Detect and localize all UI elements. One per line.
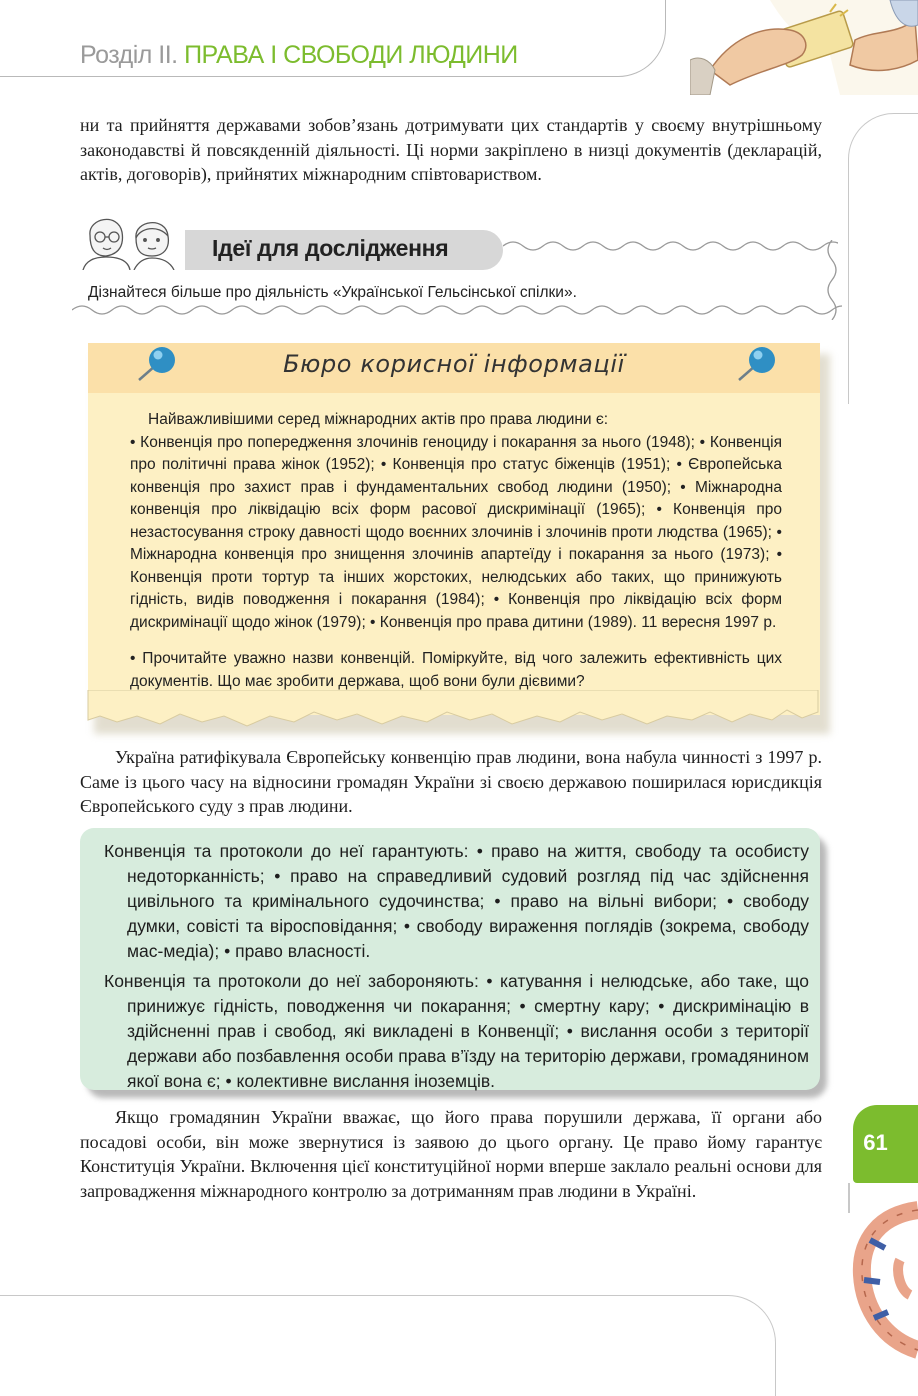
handshake-illustration bbox=[690, 0, 918, 95]
ratification-paragraph bbox=[80, 745, 822, 819]
wavy-border bbox=[72, 300, 842, 320]
hands-circle-illustration bbox=[840, 1200, 918, 1360]
info-box-body bbox=[130, 409, 782, 693]
margin-rule bbox=[848, 113, 918, 404]
teacher-faces-icon bbox=[78, 210, 183, 270]
info-task: • Прочитайте уважно назви конвенцій. Поміркуйте, від чого залежить ефективність цих документів. Що має зробити держава, щоб вони були дієвими? bbox=[130, 650, 782, 690]
intro-paragraph: ни та прийняття державами зобов’язань дотримувати цих стандартів у своєму внутрішньому законодавстві й повсякденній діяльності. Ці норми закріплено в низці документів (декларацій, актів, договорів), прийнятих міжнародним співтовариством. bbox=[80, 115, 822, 184]
page-number: 61 bbox=[863, 1130, 888, 1155]
section-prefix: Розділ ІІ. bbox=[80, 41, 178, 69]
section-title: ПРАВА І СВОБОДИ ЛЮДИНИ bbox=[184, 41, 518, 69]
convention-guarantees: Конвенція та протоколи до неї гарантують: • право на життя, свободу та особисту недоторканність; • право на справедливий судовий розгляд під час здійснення цивільного та кримінального судочинства; • право на вільні вибори; • свободу думки, совісті та віросповідання; • свободу вираження поглядів (зокрема, свободу мас-медіа); • право власності. bbox=[104, 841, 809, 961]
info-box-title: Бюро корисної інформації bbox=[283, 350, 625, 378]
ideas-text: Дізнайтеся більше про діяльність «Української Гельсінської спілки». bbox=[88, 284, 577, 301]
convention-box-body bbox=[104, 839, 809, 1099]
ideas-title: Ідеї для дослідження bbox=[212, 235, 449, 261]
footer-rule bbox=[0, 1295, 776, 1396]
ratification-text: Україна ратифікувала Європейську конвенцію прав людини, вона набула чинності з 1997 р. Саме із цього часу на відносини громадян України зі своєю державою поширилася юрисдикція Європейського суду з прав людини. bbox=[80, 747, 822, 816]
section-header bbox=[80, 41, 518, 70]
closing-text: Якщо громадянин України вважає, що його права порушили держава, її органи або посадові особи, він може звернутися із заявою до цього органу. Це право йому гарантує Конституція України. Включення цієї конституційної норми вперше заклало реальні основи для запровадження міжнародного контролю за дотриманням прав людини в Україні. bbox=[80, 1107, 822, 1201]
convention-prohibitions: Конвенція та протоколи до неї забороняють: • катування і нелюдське, або таке, що принижує гідність, поводження чи покарання; • смертну кару; • дискримінацію в здійсненні прав і свобод, які викладені в Конвенції; • вислання особи з території держави або позбавлення особи права в’їзду на територію держави, громадянином якої вона є; • колективне вислання іноземців. bbox=[104, 971, 809, 1091]
torn-paper-edge bbox=[82, 690, 824, 735]
conventions-list: • Конвенція про попередження злочинів геноциду і покарання за нього (1948); • Конвенція про політичні права жінок (1952); • Конвенція про статус біженців (1951); • Європейська конвенція про захист прав і фундаментальних свобод людини (1950); • Міжнародна конвенція про ліквідацію всіх форм расової дискримінації (1965); • Конвенція про незастосування строку давності щодо воєнних злочинів і злочинів проти людства (1965); • Міжнародна конвенція про знищення злочинів апартеїду і покарання за нього (1973); • Конвенція проти тортур та інших жорстоких, нелюдських або таких, що принижують гідність, видів поводження і покарання (1984); • Конвенція про ліквідацію всіх форм дискримінації щодо жінок (1979); • Конвенція про права дитини (1989). 11 вересня 1997 р. bbox=[130, 433, 782, 631]
info-lead: Найважливішими серед міжнародних актів про права людини є: bbox=[148, 411, 609, 428]
closing-paragraph bbox=[80, 1105, 822, 1203]
wavy-border bbox=[503, 236, 838, 256]
